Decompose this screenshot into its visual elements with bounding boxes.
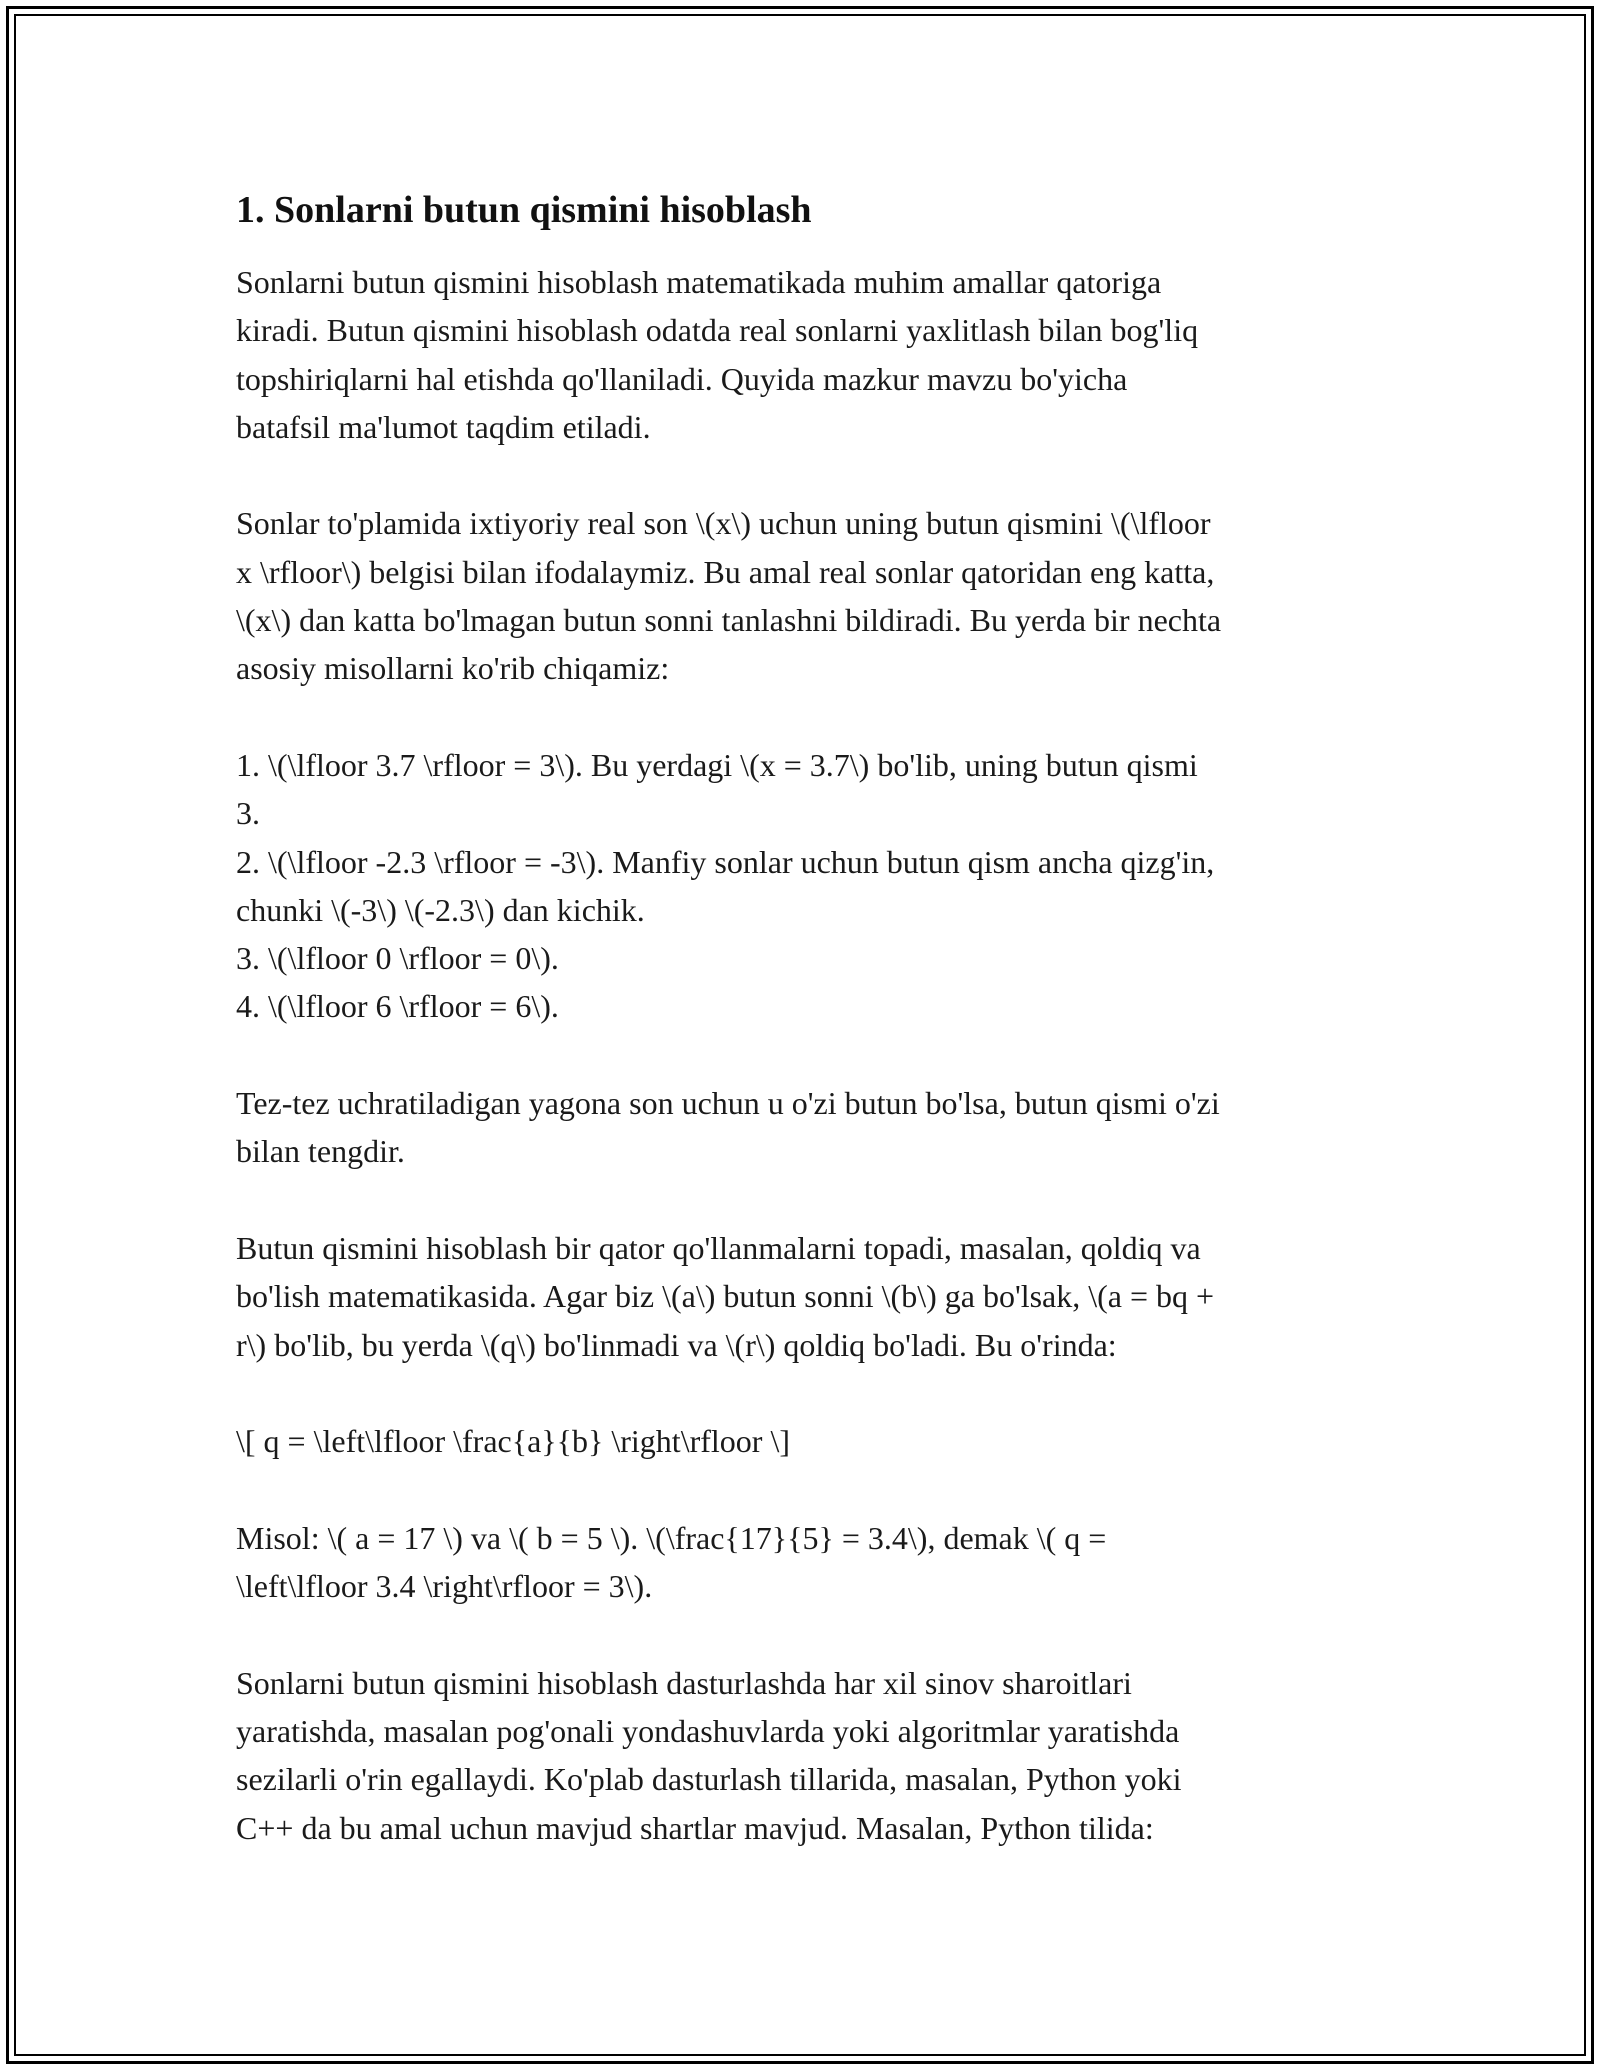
text-line: Sonlarni butun qismini hisoblash dasturlashda har xil sinov sharoitlari xyxy=(236,1664,1132,1701)
text-line: yaratishda, masalan pog'onali yondashuvlarda yoki algoritmlar yaratishda xyxy=(236,1712,1180,1749)
text-line: Tez-tez uchratiladigan yagona son uchun u o'zi butun bo'lsa, butun qismi o'zi xyxy=(236,1085,1220,1122)
page-title: 1. Sonlarni butun qismini hisoblash xyxy=(236,189,812,231)
list-item: 2. \(\lfloor -2.3 \rfloor = -3\). Manfiy sonlar uchun butun qism ancha qizg'in, xyxy=(236,843,1215,880)
paragraph-intro xyxy=(236,258,1376,451)
list-item: 4. \(\lfloor 6 \rfloor = 6\). xyxy=(236,988,559,1025)
paragraph-programming xyxy=(236,1659,1376,1852)
text-line: asosiy misollarni ko'rib chiqamiz: xyxy=(236,650,670,687)
text-line: \left\lfloor 3.4 \right\rfloor = 3\). xyxy=(236,1568,653,1605)
text-line: bo'lish matematikasida. Agar biz \(a\) butun sonni \(b\) ga bo'lsak, \(a = bq + xyxy=(236,1278,1215,1315)
paragraph-integer-case xyxy=(236,1079,1376,1176)
text-line: Misol: \( a = 17 \) va \( b = 5 \). \(\frac{17}{5} = 3.4\), demak \( q = xyxy=(236,1519,1107,1556)
text-line: bilan tengdir. xyxy=(236,1133,405,1170)
text-line: x \rfloor\) belgisi bilan ifodalaymiz. Bu amal real sonlar qatoridan eng katta, xyxy=(236,553,1215,590)
paragraph-division xyxy=(236,1224,1376,1369)
document-body xyxy=(236,186,1376,1900)
paragraph-example xyxy=(236,1514,1376,1611)
text-line: r\) bo'lib, bu yerda \(q\) bo'linmadi va \(r\) qoldiq bo'ladi. Bu o'rinda: xyxy=(236,1326,1117,1363)
text-line: topshiriqlarni hal etishda qo'llaniladi. Quyida mazkur mavzu bo'yicha xyxy=(236,360,1128,397)
text-line: \(x\) dan katta bo'lmagan butun sonni tanlashni bildiradi. Bu yerda bir nechta xyxy=(236,602,1222,639)
formula-line: \[ q = \left\lfloor \frac{a}{b} \right\rfloor \] xyxy=(236,1423,790,1460)
text-line: kiradi. Butun qismini hisoblash odatda real sonlarni yaxlitlash bilan bog'liq xyxy=(236,312,1199,349)
list-item: chunki \(-3\) \(-2.3\) dan kichik. xyxy=(236,891,645,928)
paragraph-formula xyxy=(236,1417,1376,1465)
list-item: 3. xyxy=(236,795,260,832)
text-line: Sonlarni butun qismini hisoblash matematikada muhim amallar qatoriga xyxy=(236,264,1162,300)
text-line: Butun qismini hisoblash bir qator qo'llanmalarni topadi, masalan, qoldiq va xyxy=(236,1229,1201,1266)
text-line: batafsil ma'lumot taqdim etiladi. xyxy=(236,408,651,445)
paragraph-definition xyxy=(236,499,1376,692)
text-line: C++ da bu amal uchun mavjud shartlar mavjud. Masalan, Python tilida: xyxy=(236,1809,1154,1846)
text-line: sezilarli o'rin egallaydi. Ko'plab dasturlash tillarida, masalan, Python yoki xyxy=(236,1761,1182,1798)
paragraph-examples-list xyxy=(236,741,1376,1031)
text-line: Sonlar to'plamida ixtiyoriy real son \(x\) uchun uning butun qismini \(\lfloor xyxy=(236,505,1211,542)
list-item: 1. \(\lfloor 3.7 \rfloor = 3\). Bu yerdagi \(x = 3.7\) bo'lib, uning butun qismi xyxy=(236,746,1198,783)
list-item: 3. \(\lfloor 0 \rfloor = 0\). xyxy=(236,940,559,977)
